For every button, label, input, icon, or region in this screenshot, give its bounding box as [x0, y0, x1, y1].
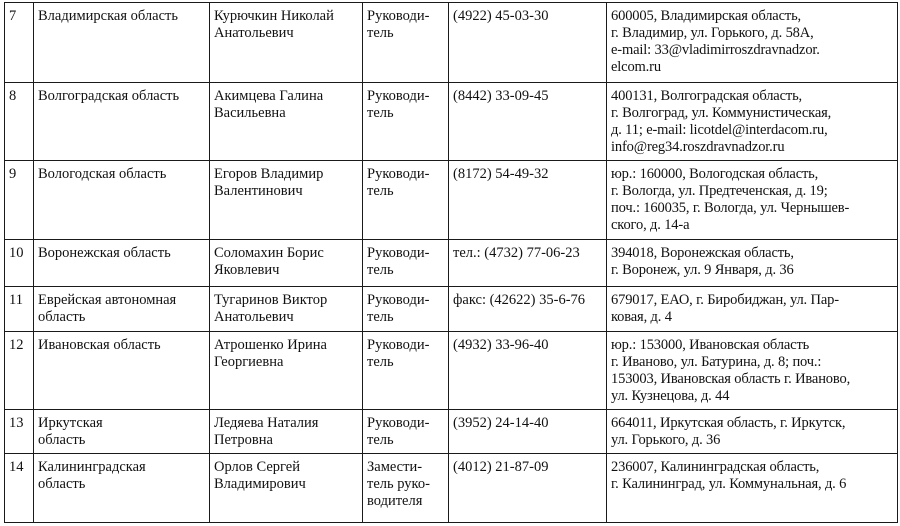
row-number: 12	[5, 332, 34, 410]
address	[607, 410, 898, 454]
position-title-line: Руководи-	[367, 292, 430, 308]
region-name-line: Вологодская область	[38, 166, 167, 182]
region-name-line: область	[38, 309, 86, 325]
address-line: elcom.ru	[611, 59, 661, 75]
position-title-line: тель	[367, 309, 394, 325]
region-name-line: Ивановская область	[38, 337, 161, 353]
phone-number: (3952) 24-14-40	[449, 410, 607, 454]
address-line: 679017, ЕАО, г. Биробиджан, ул. Пар-	[611, 292, 839, 308]
table-row	[5, 161, 898, 240]
region-name-line: Еврейская автономная	[38, 292, 177, 308]
position-title-line: Руководи-	[367, 88, 430, 104]
person-name-line: Анатольевич	[214, 25, 294, 41]
address	[607, 454, 898, 523]
address-line: e-mail: 33@vladimirroszdravnadzor.	[611, 42, 820, 58]
region-name-line: Иркутская	[38, 415, 103, 431]
row-number: 8	[5, 83, 34, 161]
region-name	[34, 332, 210, 410]
region-name-line: область	[38, 432, 86, 448]
phone-number: (4012) 21-87-09	[449, 454, 607, 523]
address-line: ского, д. 14-а	[611, 217, 690, 233]
person-name-line: Курючкин Николай	[214, 8, 334, 24]
person-name-line: Соломахин Борис	[214, 245, 324, 261]
position-title-line: тель руко-	[367, 476, 430, 492]
address	[607, 161, 898, 240]
region-name	[34, 161, 210, 240]
position-title	[363, 240, 449, 287]
person-name-line: Петровна	[214, 432, 273, 448]
position-title-line: Руководи-	[367, 8, 430, 24]
position-title-line: тель	[367, 262, 394, 278]
address-line: 394018, Воронежская область,	[611, 245, 794, 261]
address	[607, 332, 898, 410]
person-name	[210, 332, 363, 410]
row-number: 14	[5, 454, 34, 523]
position-title	[363, 287, 449, 332]
region-name-line: Волгоградская область	[38, 88, 180, 104]
person-name-line: Георгиевна	[214, 354, 284, 370]
position-title-line: Руководи-	[367, 337, 430, 353]
person-name	[210, 3, 363, 83]
address-line: 664011, Иркутская область, г. Иркутск,	[611, 415, 846, 431]
address-line: 400131, Волгоградская область,	[611, 88, 803, 104]
phone-number: тел.: (4732) 77-06-23	[449, 240, 607, 287]
position-title-line: тель	[367, 183, 394, 199]
row-number: 7	[5, 3, 34, 83]
position-title	[363, 454, 449, 523]
position-title	[363, 3, 449, 83]
region-name	[34, 454, 210, 523]
person-name-line: Яковлевич	[214, 262, 280, 278]
region-name	[34, 83, 210, 161]
address	[607, 287, 898, 332]
person-name	[210, 240, 363, 287]
position-title	[363, 410, 449, 454]
table-row	[5, 410, 898, 454]
person-name-line: Владимирович	[214, 476, 306, 492]
table-row	[5, 454, 898, 523]
phone-number: (8172) 54-49-32	[449, 161, 607, 240]
person-name	[210, 83, 363, 161]
position-title-line: тель	[367, 25, 394, 41]
region-name	[34, 287, 210, 332]
table-body	[5, 3, 898, 523]
address	[607, 3, 898, 83]
table-row	[5, 287, 898, 332]
row-number: 10	[5, 240, 34, 287]
position-title	[363, 161, 449, 240]
address-line: ул. Кузнецова, д. 44	[611, 388, 730, 404]
address-line: г. Вологда, ул. Предтеченская, д. 19;	[611, 183, 828, 199]
position-title-line: тель	[367, 105, 394, 121]
person-name-line: Орлов Сергей	[214, 459, 300, 475]
person-name	[210, 454, 363, 523]
table-row	[5, 240, 898, 287]
address	[607, 83, 898, 161]
address-line: 600005, Владимирская область,	[611, 8, 802, 24]
address-line: г. Иваново, ул. Батурина, д. 8; поч.:	[611, 354, 822, 370]
position-title	[363, 83, 449, 161]
region-name-line: область	[38, 476, 86, 492]
person-name	[210, 161, 363, 240]
row-number: 11	[5, 287, 34, 332]
address-line: поч.: 160035, г. Вологда, ул. Чернышев-	[611, 200, 850, 216]
address-line: info@reg34.roszdravnadzor.ru	[611, 139, 785, 155]
position-title-line: Руководи-	[367, 245, 430, 261]
person-name-line: Ледяева Наталия	[214, 415, 319, 431]
person-name-line: Тугаринов Виктор	[214, 292, 328, 308]
region-name	[34, 410, 210, 454]
contacts-table	[4, 2, 898, 523]
person-name	[210, 287, 363, 332]
person-name-line: Атрошенко Ирина	[214, 337, 327, 353]
position-title-line: тель	[367, 432, 394, 448]
position-title-line: водителя	[367, 493, 423, 509]
person-name-line: Акимцева Галина	[214, 88, 324, 104]
person-name	[210, 410, 363, 454]
address-line: г. Калининград, ул. Коммунальная, д. 6	[611, 476, 847, 492]
region-name	[34, 240, 210, 287]
position-title	[363, 332, 449, 410]
position-title-line: Руководи-	[367, 166, 430, 182]
address-line: д. 11; e-mail: licotdel@interdacom.ru,	[611, 122, 828, 138]
address	[607, 240, 898, 287]
address-line: ул. Горького, д. 36	[611, 432, 721, 448]
phone-number: факс: (42622) 35-6-76	[449, 287, 607, 332]
address-line: юр.: 153000, Ивановская область	[611, 337, 810, 353]
phone-number: (8442) 33-09-45	[449, 83, 607, 161]
address-line: г. Владимир, ул. Горького, д. 58А,	[611, 25, 814, 41]
row-number: 13	[5, 410, 34, 454]
position-title-line: Руководи-	[367, 415, 430, 431]
address-line: 153003, Ивановская область г. Иваново,	[611, 371, 851, 387]
region-name	[34, 3, 210, 83]
address-line: ковая, д. 4	[611, 309, 672, 325]
region-name-line: Воронежская область	[38, 245, 171, 261]
phone-number: (4932) 33-96-40	[449, 332, 607, 410]
person-name-line: Васильевна	[214, 105, 286, 121]
table-row	[5, 3, 898, 83]
position-title-line: Замести-	[367, 459, 423, 475]
address-line: юр.: 160000, Вологодская область,	[611, 166, 819, 182]
person-name-line: Валентинович	[214, 183, 303, 199]
table-row	[5, 332, 898, 410]
region-name-line: Владимирская область	[38, 8, 178, 24]
table-row	[5, 83, 898, 161]
person-name-line: Егоров Владимир	[214, 166, 324, 182]
address-line: 236007, Калининградская область,	[611, 459, 820, 475]
address-line: г. Волгоград, ул. Коммунистическая,	[611, 105, 832, 121]
row-number: 9	[5, 161, 34, 240]
region-name-line: Калининградская	[38, 459, 146, 475]
address-line: г. Воронеж, ул. 9 Января, д. 36	[611, 262, 794, 278]
person-name-line: Анатольевич	[214, 309, 294, 325]
phone-number: (4922) 45-03-30	[449, 3, 607, 83]
position-title-line: тель	[367, 354, 394, 370]
